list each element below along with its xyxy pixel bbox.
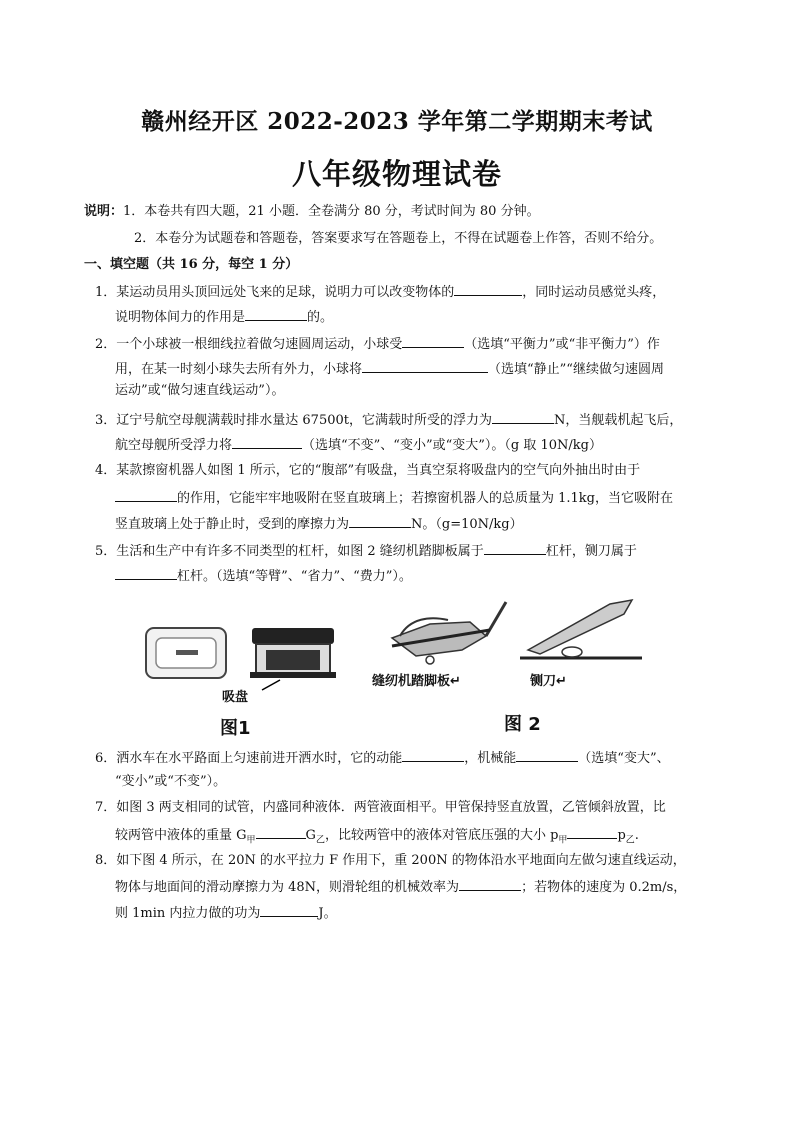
question-7-cont — [115, 825, 639, 850]
q3-text-d: （选填“不变”、“变小”或“变大”）。（g 取 10N/kg） — [302, 438, 602, 453]
q6-blank-1[interactable] — [402, 748, 464, 762]
sewing-pedal-image — [392, 602, 506, 664]
q7-sub-yi-1: 乙 — [315, 835, 325, 846]
q2-text-a: 2．一个小球被一根细线拉着做匀速圆周运动，小球受 — [95, 337, 403, 352]
question-8-cont2 — [115, 903, 337, 923]
suction-cup-image — [250, 628, 336, 690]
q4-blank-2[interactable] — [349, 514, 411, 528]
fig1-caption: 图1 — [220, 718, 251, 739]
q4-blank-1[interactable] — [115, 488, 177, 502]
fig2-caption: 图 2 — [504, 714, 541, 735]
question-6-cont: “变小”或“不变”）。 — [115, 774, 227, 789]
q7-blank-1[interactable] — [256, 825, 306, 839]
notes-line-1 — [84, 203, 540, 221]
q7-blank-2[interactable] — [567, 825, 617, 839]
q8-blank-1[interactable] — [459, 877, 521, 891]
notes-label: 说明： — [84, 204, 124, 219]
question-8-cont — [115, 877, 686, 897]
q8-text-c: 则 1min 内拉力做的功为 — [115, 906, 261, 921]
q4-text-b: 的作用，它能牢牢地吸附在竖直玻璃上；若擦窗机器人的总质量为 1.1kg，当它吸附在 — [177, 491, 674, 506]
question-3 — [95, 410, 682, 430]
q5-text-a: 5．生活和生产中有许多不同类型的杠杆，如图 2 缝纫机踏脚板属于 — [95, 544, 484, 559]
question-2 — [95, 334, 660, 354]
guillotine-image — [520, 600, 642, 658]
question-3-cont — [115, 435, 602, 455]
question-8: 8．如下图 4 所示，在 20N 的水平拉力 F 作用下，重 200N 的物体沿水平地面向左做匀速直线运动， — [95, 853, 686, 868]
notes-text-1: 1．本卷共有四大题，21 小题．全卷满分 80 分，考试时间为 80 分钟。 — [123, 204, 540, 219]
question-2-cont — [115, 359, 664, 379]
q7-text-d: p — [617, 828, 626, 843]
q6-text-b: ，机械能 — [464, 751, 517, 766]
q7-sub-jia-2: 甲 — [558, 835, 568, 846]
q7-sub-yi-2: 乙 — [625, 835, 635, 846]
window-robot-image — [146, 628, 226, 678]
q2-blank-1[interactable] — [402, 334, 464, 348]
q3-blank-2[interactable] — [232, 435, 302, 449]
notes-line-2: 2．本卷分为试题卷和答题卷，答案要求写在答题卷上，不得在试题卷上作答，否则不给分。 — [134, 231, 663, 246]
q6-blank-2[interactable] — [516, 748, 578, 762]
q5-blank-1[interactable] — [484, 541, 546, 555]
q3-text-a: 3．辽宁号航空母舰满载时排水量达 67500t，它满载时所受的浮力为 — [95, 413, 492, 428]
q2-blank-2[interactable] — [362, 359, 488, 373]
q8-blank-2[interactable] — [260, 903, 318, 917]
question-4-cont2 — [115, 514, 523, 534]
q8-text-b: ；若物体的速度为 0.2m/s， — [521, 880, 687, 895]
fig1-label-suction: 吸盘 — [222, 690, 249, 705]
question-4: 4．某款擦窗机器人如图 1 所示，它的“腹部”有吸盘，当真空泵将吸盘内的空气向外抽出时由于 — [95, 463, 641, 478]
q1-text-b: ，同时运动员感觉头疼， — [522, 285, 666, 300]
question-5-cont — [115, 566, 412, 586]
q7-sub-jia-1: 甲 — [246, 835, 256, 846]
q1-blank-1[interactable] — [454, 282, 522, 296]
fig2-label-guillotine: 铡刀↵ — [530, 674, 567, 689]
q6-text-a: 6．洒水车在水平路面上匀速前进开洒水时，它的动能 — [95, 751, 403, 766]
figures-area — [130, 598, 660, 738]
q3-text-c: 航空母舰所受浮力将 — [115, 438, 233, 453]
section-heading: 一、填空题（共 16 分，每空 1 分） — [84, 257, 299, 272]
question-4-cont — [115, 488, 673, 508]
q1-text-a: 1．某运动员用头顶回远处飞来的足球，说明力可以改变物体的 — [95, 285, 455, 300]
question-1 — [95, 282, 665, 302]
fig2-label-pedal: 缝纫机踏脚板↵ — [372, 674, 461, 689]
q5-text-b: 杠杆，铡刀属于 — [545, 544, 637, 559]
q7-text-c: ，比较两管中的液体对管底压强的大小 p — [324, 828, 559, 843]
question-2-cont2: 运动”或“做匀速直线运动”）。 — [115, 383, 285, 398]
figure-illustrations — [130, 598, 660, 738]
q2-text-c: 用，在某一时刻小球失去所有外力，小球将 — [115, 362, 363, 377]
q2-text-b: （选填“平衡力”或“非平衡力”）作 — [464, 337, 660, 352]
question-5 — [95, 541, 637, 561]
q5-text-c: 杠杆。（选填“等臂”、“省力”、“费力”）。 — [177, 569, 412, 584]
q1-text-d: 的。 — [307, 310, 334, 325]
q8-text-a: 物体与地面间的滑动摩擦力为 48N，则滑轮组的机械效率为 — [115, 880, 460, 895]
q7-text-a: 较两管中液体的重量 G — [115, 828, 247, 843]
q7-text-e: . — [634, 828, 639, 843]
exam-subtitle: 八年级物理试卷 — [291, 157, 502, 191]
q3-blank-1[interactable] — [492, 410, 554, 424]
q4-text-d: N。（g=10N/kg） — [411, 517, 523, 532]
question-1-cont — [115, 307, 333, 327]
q3-text-b: N，当舰载机起飞后， — [553, 413, 683, 428]
q4-text-c: 竖直玻璃上处于静止时，受到的摩擦力为 — [115, 517, 350, 532]
q1-text-c: 说明物体间力的作用是 — [115, 310, 246, 325]
question-7: 7．如图 3 两支相同的试管，内盛同种液体．两管液面相平。甲管保持竖直放置，乙管倾斜放置，比 — [95, 800, 666, 815]
q2-text-d: （选填“静止”“继续做匀速圆周 — [488, 362, 664, 377]
question-6 — [95, 748, 670, 768]
exam-title: 赣州经开区 2022-2023 学年第二学期期末考试 — [141, 108, 653, 135]
q6-text-c: （选填“变大”、 — [578, 751, 670, 766]
q7-text-b: G — [305, 828, 316, 843]
q5-blank-2[interactable] — [115, 566, 177, 580]
q8-text-d: J。 — [318, 906, 337, 921]
q1-blank-2[interactable] — [245, 307, 307, 321]
